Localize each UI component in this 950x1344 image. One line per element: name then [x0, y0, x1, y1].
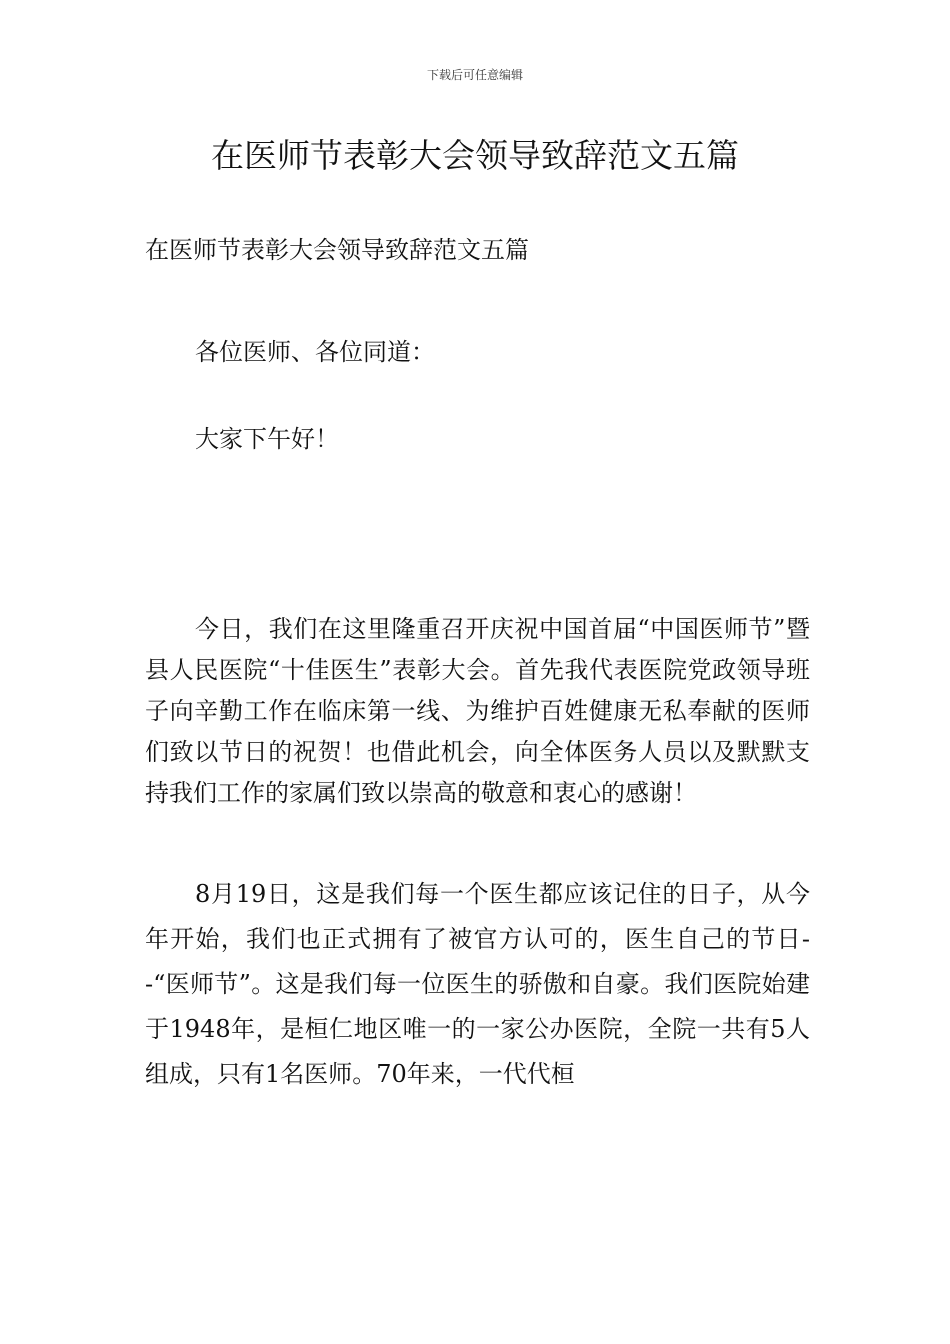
- salutation: 各位医师、各位同道：: [195, 338, 435, 366]
- body-paragraph: 今日，我们在这里隆重召开庆祝中国首届“中国医师节”暨县人民医院“十佳医生”表彰大会。首先我代表医院党政领导班子向辛勤工作在临床第一线、为维护百姓健康无私奉献的医师们致以节日的祝贺！也借此机会，向全体医务人员以及默默支持我们工作的家属们致以崇高的敬意和衷心的感谢！: [145, 615, 810, 807]
- document-body: [145, 230, 810, 1097]
- greeting: 大家下午好！: [195, 425, 339, 453]
- document-title: 在医师节表彰大会领导致辞范文五篇: [211, 136, 739, 175]
- body-paragraph: 8月19日，这是我们每一个医生都应该记住的日子，从今年开始，我们也正式拥有了被官方认可的，医生自己的节日--“医师节”。这是我们每一位医生的骄傲和自豪。我们医院始建于1948年，是桓仁地区唯一的一家公办医院，全院一共有5人组成，只有1名医师。70年来，一代代桓: [145, 880, 810, 1088]
- document-subtitle: 在医师节表彰大会领导致辞范文五篇: [145, 236, 529, 264]
- header-note: 下载后可任意编辑: [426, 68, 523, 82]
